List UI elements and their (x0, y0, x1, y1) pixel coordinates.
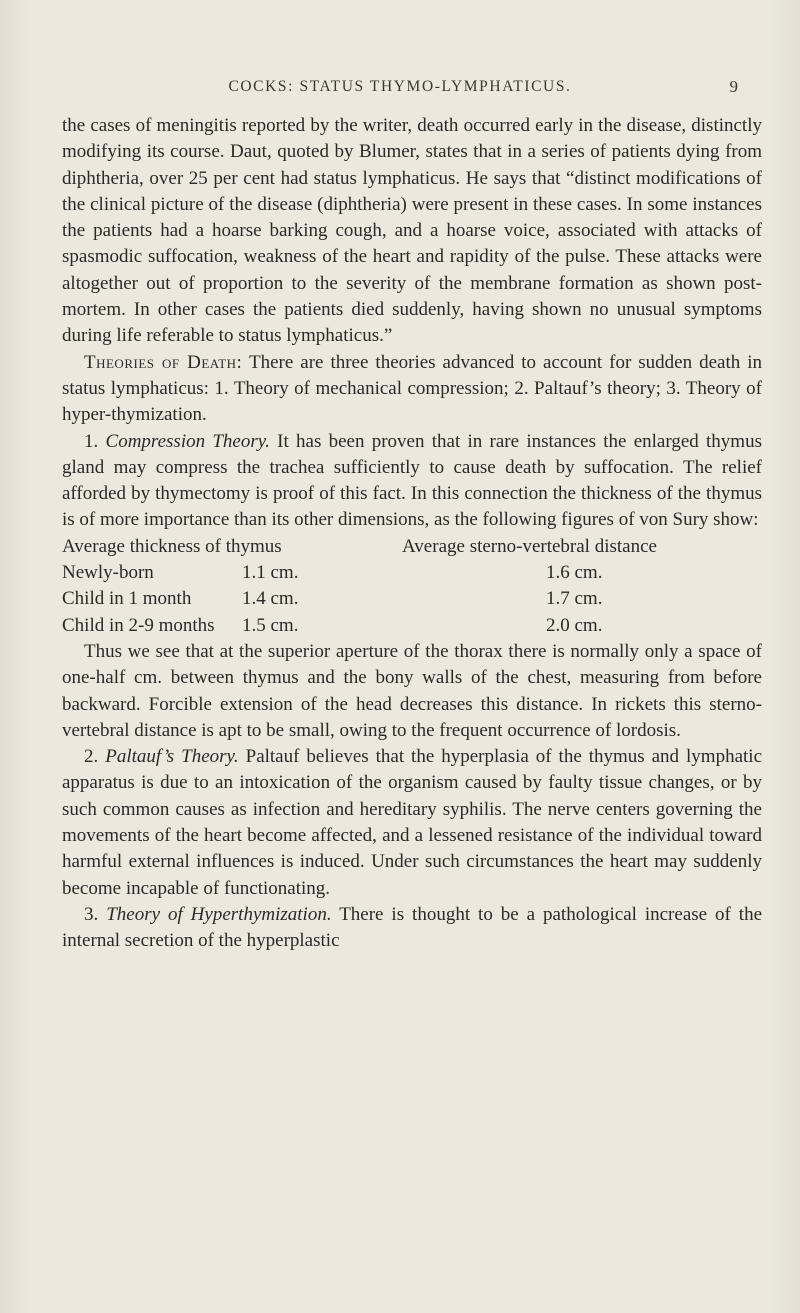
table-header-thickness: Average thickness of thymus (62, 535, 282, 557)
table-header-distance: Average sterno-vertebral distance (402, 535, 657, 557)
table-cell-age: Child in 1 month (62, 588, 192, 610)
table-cell-age: Child in 2-9 months (62, 614, 215, 636)
table-cell-age: Newly-born (62, 562, 154, 584)
paragraph-hyperthymization (62, 902, 762, 955)
page-body (62, 113, 762, 955)
table-header-row (62, 534, 762, 560)
paragraph-theories-of-death (62, 350, 762, 429)
running-title: COCKS: STATUS THYMO-LYMPHATICUS. (228, 78, 572, 95)
table-cell-thymus: 1.5 cm. (242, 614, 299, 636)
page-number: 9 (729, 77, 738, 96)
table-cell-distance: 1.7 cm. (546, 588, 603, 610)
table-cell-distance: 2.0 cm. (546, 614, 603, 636)
table-cell-thymus: 1.4 cm. (242, 588, 299, 610)
paragraph-text: There are three theories advanced to account for sudden death in status lymphaticus: 1. Theory of mechanical compression; 2. Paltauf’s theory; 3. Theory of hyper-thymization. (62, 351, 762, 426)
section-heading-theories: Theories of Death: (84, 351, 243, 373)
table-row (62, 560, 762, 586)
section-heading-paltauf: Paltauf’s Theory. (105, 746, 239, 768)
table-cell-distance: 1.6 cm. (546, 562, 603, 584)
section-number: 3. (84, 903, 107, 925)
section-heading-compression: Compression Theory. (105, 430, 270, 452)
paragraph-text: There is thought to be a pathological increase of the internal secretion of the hyperplastic (62, 903, 762, 952)
table-row (62, 586, 762, 612)
paragraph-compression-theory (62, 429, 762, 534)
section-number: 2. (84, 746, 106, 768)
paragraph-continuation: the cases of meningitis reported by the writer, death occurred early in the disease, distinctly modifying its course. Daut, quoted by Blumer, states that in a series of patients dying from diphtheria, over 25 per cent had status lymphaticus. He says that “distinct modifications of the clinical picture of the disease (diphtheria) were present in these cases. In some instances the patients had a hoarse barking cough, and a hoarse voice, associated with attacks of spasmodic suffocation, weakness of the heart and rapidity of the pulse. These attacks were altogether out of proportion to the severity of the membrane formation as shown post-mortem. In other cases the patients died suddenly, having shown no unusual symptoms during life referable to status lymphaticus.” (62, 115, 762, 347)
paragraph-text: Paltauf believes that the hyperplasia of the thymus and lymphatic apparatus is due to an intoxication of the organism caused by faulty tissue changes, or by such common causes as infection and hereditary syphilis. The nerve centers governing the movements of the heart become affected, and a lessened resistance of the individual toward harmful external influences is induced. Under such circumstances the heart may suddenly become incapable of functionating. (62, 746, 762, 899)
thymus-measurement-table (62, 534, 762, 639)
paragraph-thorax: Thus we see that at the superior aperture of the thorax there is normally only a space of one-half cm. between thymus and the bony walls of the chest, measuring from before backward. Forcible extension of the head decreases this distance. In rickets this sterno-vertebral distance is apt to be small, owing to the frequent occurrence of lordosis. (62, 640, 762, 741)
running-head (0, 78, 800, 102)
paragraph-paltauf-theory (62, 744, 762, 902)
table-cell-thymus: 1.1 cm. (242, 562, 299, 584)
section-number: 1. (84, 430, 106, 452)
section-heading-hyperthymization: Theory of Hyperthymization. (106, 903, 332, 925)
paragraph-text: It has been proven that in rare instances the enlarged thymus gland may compress the trachea sufficiently to cause death by suffocation. The relief afforded by thymectomy is proof of this fact. In this connection the thickness of the thymus is of more importance than its other dimensions, as the following figures of von Sury show: (62, 430, 762, 531)
table-row (62, 613, 762, 639)
